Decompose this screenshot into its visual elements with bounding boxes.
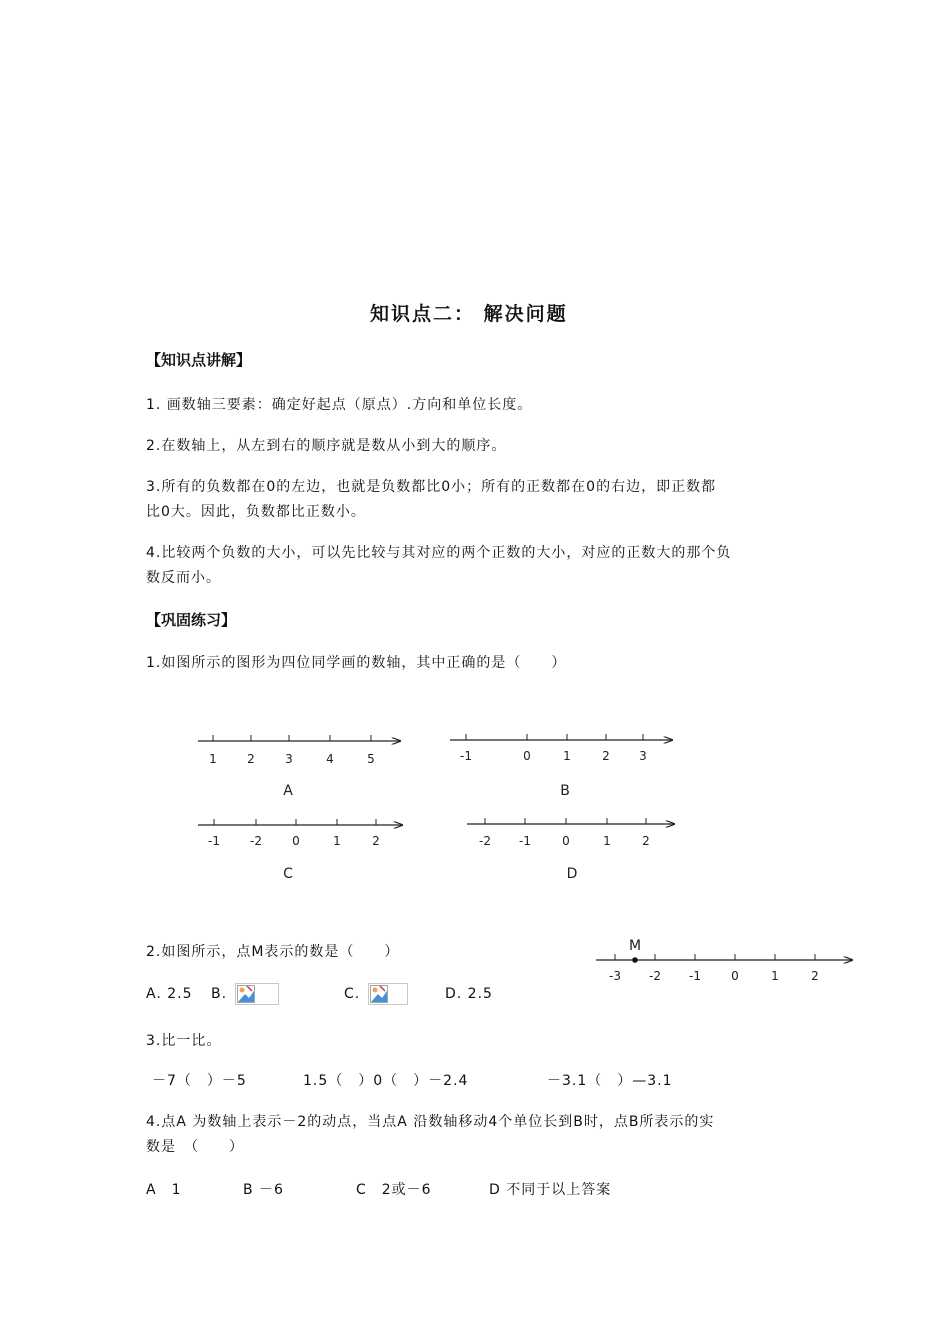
axis-d <box>467 818 674 882</box>
axis-a <box>198 735 400 799</box>
q2-option-c: C. <box>344 986 361 1002</box>
q2-tick-label: 1 <box>771 969 779 983</box>
q3-item: 1.5（ ）0（ ）－2.4 <box>303 1073 469 1089</box>
q2-tick-label: -2 <box>649 969 661 983</box>
q4-option-d: D 不同于以上答案 <box>489 1182 612 1198</box>
q2-option-d: D. 2.5 <box>445 986 493 1002</box>
q2-option-b: B. <box>211 986 228 1002</box>
axis-b <box>450 734 672 799</box>
q2-tick-label: 2 <box>811 969 819 983</box>
section-heading-practice: 【巩固练习】 <box>146 611 237 629</box>
point-3-line-2: 比0大。因此，负数都比正数小。 <box>146 504 366 520</box>
point-2: 2.在数轴上，从左到右的顺序就是数从小到大的顺序。 <box>146 438 507 454</box>
axis-b-tick-label: 1 <box>563 749 571 763</box>
axis-c-tick-label: 2 <box>372 834 380 848</box>
broken-image-icon <box>368 983 408 1005</box>
question-1-text: 1.如图所示的图形为四位同学画的数轴，其中正确的是（ ） <box>146 655 567 671</box>
axis-a-tick-label: 1 <box>209 752 217 766</box>
axis-a-tick-label: 3 <box>285 752 293 766</box>
q2-option-a: A. 2.5 <box>146 986 193 1002</box>
point-3-line-1: 3.所有的负数都在0的左边，也就是负数都比0小；所有的正数都在0的右边，即正数都 <box>146 479 717 495</box>
question-3-text: 3.比一比。 <box>146 1033 222 1049</box>
q4-option-b: B －6 <box>243 1182 284 1198</box>
q4-option-a: A 1 <box>146 1182 182 1198</box>
axis-c-label: C <box>283 866 293 882</box>
axis-d-tick-label: 0 <box>562 834 570 848</box>
axis-a-tick-label: 2 <box>247 752 255 766</box>
question-4-line-1: 4.点A 为数轴上表示－2的动点，当点A 沿数轴移动4个单位长到B时，点B所表示的实 <box>146 1114 715 1130</box>
section-heading-explain: 【知识点讲解】 <box>146 351 252 369</box>
q4-option-c: C 2或－6 <box>356 1182 432 1198</box>
axis-a-tick-label: 5 <box>367 752 375 766</box>
axis-b-tick-label: 0 <box>523 749 531 763</box>
axis-c-tick-label: 0 <box>292 834 300 848</box>
axis-d-tick-label: -1 <box>519 834 531 848</box>
page-title: 知识点二： 解决问题 <box>370 303 568 325</box>
axis-b-tick-label: 2 <box>602 749 610 763</box>
axis-a-label: A <box>283 783 293 799</box>
q2-number-line <box>596 938 852 983</box>
axis-d-label: D <box>566 866 578 882</box>
q2-tick-label: -3 <box>609 969 621 983</box>
axis-c-tick-label: 1 <box>333 834 341 848</box>
q2-tick-label: -1 <box>689 969 701 983</box>
axis-d-tick-label: 2 <box>642 834 650 848</box>
point-m-label: M <box>628 938 642 954</box>
q3-item: －3.1（ ）—3.1 <box>547 1073 673 1089</box>
question-2-text: 2.如图所示，点M表示的数是（ ） <box>146 944 400 960</box>
axis-c <box>198 819 402 882</box>
axis-a-tick-label: 4 <box>326 752 334 766</box>
point-1: 1. 画数轴三要素：确定好起点（原点）.方向和单位长度。 <box>146 397 533 413</box>
axis-c-tick-label: -2 <box>250 834 262 848</box>
axis-b-tick-label: 3 <box>639 749 647 763</box>
q3-item: －7（ ）－5 <box>152 1073 247 1089</box>
axis-b-tick-label: -1 <box>460 749 472 763</box>
axis-d-tick-label: -2 <box>479 834 491 848</box>
question-4-line-2: 数是 （ ） <box>146 1139 244 1155</box>
axis-c-tick-label: -1 <box>208 834 220 848</box>
point-m-dot <box>632 957 638 963</box>
point-4-line-2: 数反而小。 <box>146 570 221 586</box>
axis-b-label: B <box>560 783 570 799</box>
broken-image-icon <box>235 983 279 1005</box>
axis-d-tick-label: 1 <box>603 834 611 848</box>
q2-tick-label: 0 <box>731 969 739 983</box>
point-4-line-1: 4.比较两个负数的大小，可以先比较与其对应的两个正数的大小，对应的正数大的那个负 <box>146 545 732 561</box>
